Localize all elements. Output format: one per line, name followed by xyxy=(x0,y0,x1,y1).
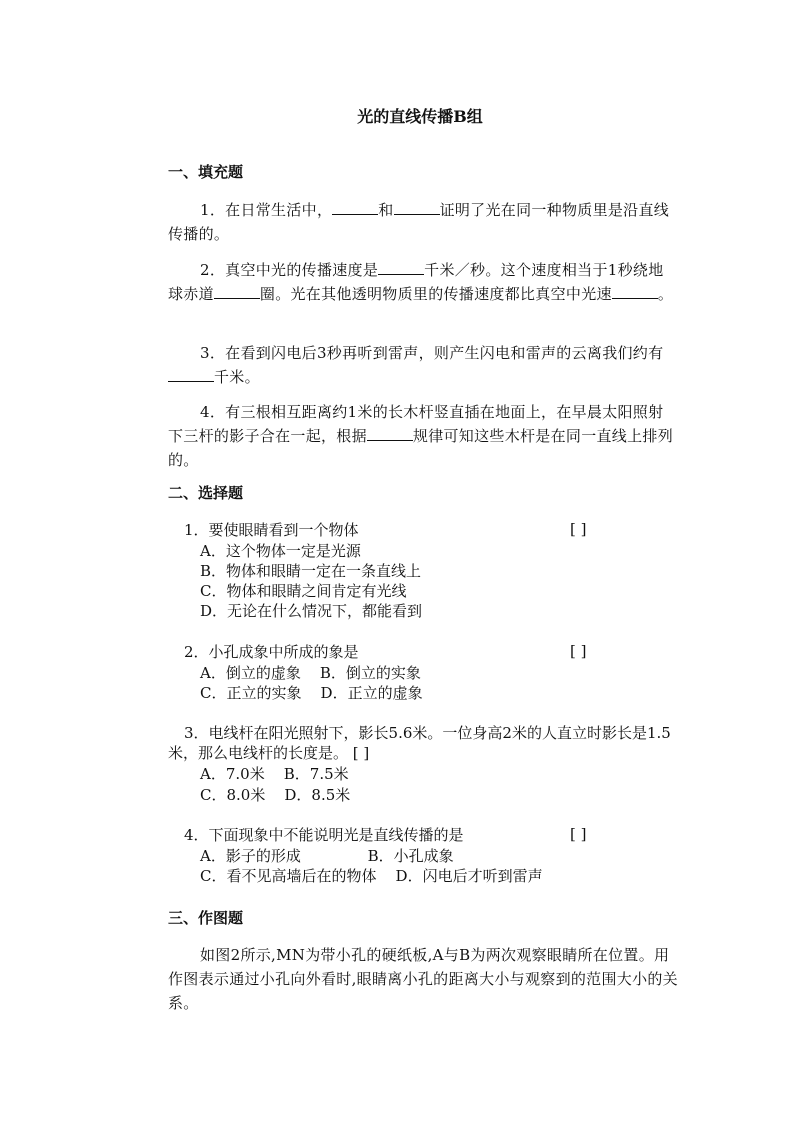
section-heading-choice: 二、选择题 xyxy=(168,484,244,502)
fill-question-2: 2．真空中光的传播速度是 千米／秒。这个速度相当于1秒绕地球赤道 圈。光在其他透明物质里的传播速度都比真空中光速 。 xyxy=(168,261,674,303)
answer-blank xyxy=(214,284,260,299)
answer-blank xyxy=(367,426,413,441)
answer-bracket: [ ] xyxy=(570,642,587,660)
section-heading-draw: 三、作图题 xyxy=(168,909,244,927)
answer-blank xyxy=(168,367,214,382)
choice-option: A．7.0米 B．7.5米 xyxy=(200,765,349,783)
answer-blank xyxy=(332,200,378,215)
choice-option: C．物体和眼睛之间肯定有光线 xyxy=(200,582,407,600)
choice-option: D．无论在什么情况下，都能看到 xyxy=(200,602,423,620)
choice-option: A．影子的形成 B．小孔成象 xyxy=(200,847,454,865)
answer-blank xyxy=(612,284,658,299)
answer-bracket: [ ] xyxy=(570,520,587,538)
fill-question-3: 3．在看到闪电后3秒再听到雷声，则产生闪电和雷声的云离我们约有千米。 xyxy=(168,341,678,389)
answer-blank xyxy=(394,200,440,215)
draw-question-text: 如图2所示,MN为带小孔的硬纸板,A与B为两次观察眼睛所在位置。用作图表示通过小孔向外看时,眼睛离小孔的距离大小与观察到的范围大小的关系。 xyxy=(168,946,678,1012)
choice-option: A．倒立的虚象 B．倒立的实象 xyxy=(200,664,421,682)
choice-question-2-stem: 2．小孔成象中所成的象是 xyxy=(184,643,359,661)
choice-option: C．8.0米 D．8.5米 xyxy=(200,786,351,804)
choice-option: C．正立的实象 D．正立的虚象 xyxy=(200,684,423,702)
fill-question-1: 1．在日常生活中， 和 证明了光在同一种物质里是沿直线传播的。 xyxy=(168,201,670,243)
answer-blank xyxy=(378,260,424,275)
section-heading-fill: 一、填充题 xyxy=(168,163,244,181)
choice-option: A．这个物体一定是光源 xyxy=(200,542,361,560)
choice-option: B．物体和眼睛一定在一条直线上 xyxy=(200,562,422,580)
choice-question-4-stem: 4．下面现象中不能说明光是直线传播的是 xyxy=(184,826,464,844)
answer-bracket: [ ] xyxy=(570,825,587,843)
choice-question-1-stem: 1．要使眼睛看到一个物体 xyxy=(184,521,359,539)
page-title: 光的直线传播B组 xyxy=(357,107,483,126)
choice-question-3-stem: 3．电线杆在阳光照射下，影长5.6米。一位身高2米的人直立时影长是1.5米，那么电线杆的长度是。 [ ] xyxy=(168,724,671,762)
fill-question-4: 4．有三根相互距离约1米的长木杆竖直插在地面上，在早晨太阳照射下三杆的影子合在一起，根据 规律可知这些木杆是在同一直线上排列的。 xyxy=(168,403,674,469)
choice-option: C．看不见高墙后在的物体 D．闪电后才听到雷声 xyxy=(200,867,543,885)
